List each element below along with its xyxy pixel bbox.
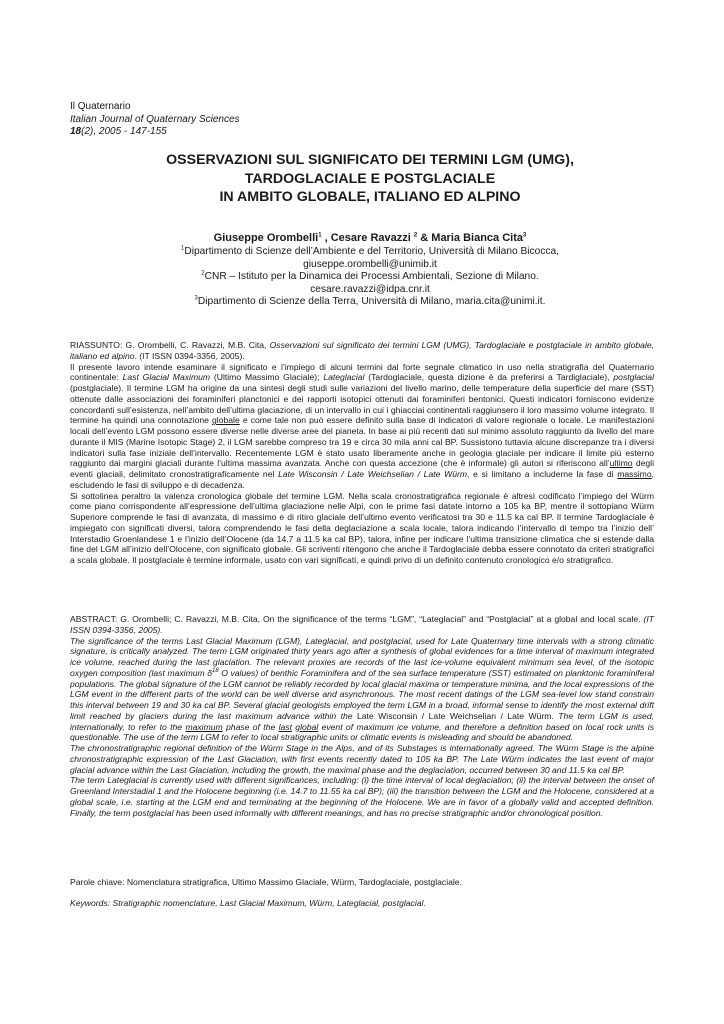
abstract-citation: ABSTRACT: G. Orombelli; C. Ravazzi, M.B. Cita,	[70, 614, 263, 624]
riassunto-paragraph-1	[70, 362, 654, 491]
affiliation-marker: 3	[194, 295, 198, 302]
text-run: phase of the	[222, 721, 279, 732]
journal-subtitle: Italian Journal of Quaternary Sciences	[70, 113, 240, 125]
text-run: (Ultimo Massimo Glaciale);	[210, 372, 324, 383]
author-3-affil: 3	[522, 232, 527, 239]
affiliation-2	[90, 271, 650, 284]
text-run: Late Wisconsin / Late Weichselian / Late Würm	[278, 469, 468, 479]
text-run: O values) of benthic Foraminifera and of the sea surface temperature (SST) estimated on planktonic foraminiferal populations. The global signature of the LGM cannot be reliably recorded by local glacial maxima or temperature minima, and the local expressions of the LGM event in the different parts of the world can be well diverse and asynchronous. The most recent datings of the LGM sea-level low stand constrain this interval between 19 and 30 ka cal BP. Several glacial geologists employed the term LGM in a broad, informal sense to identify the most external drift limit reached by glaciers during the last maximum advance within the	[70, 667, 654, 721]
abstract-paragraph-1	[70, 636, 654, 744]
affiliation-text: Dipartimento di Scienze dell’Ambiente e del Territorio, Università di Milano Bicocca,	[184, 246, 559, 257]
text-run: , e si limitano a includerne la fase di	[467, 469, 618, 479]
riassunto-citation: RIASSUNTO: G. Orombelli, C. Ravazzi, M.B. Cita,	[70, 340, 270, 350]
issue-pages: (2), 2005 - 147-155	[81, 126, 167, 137]
affiliation-marker: 1	[181, 245, 185, 252]
journal-name: Il Quaternario	[70, 101, 131, 112]
text-run: The significance of the terms Last Glacial Maximum (LGM), Lateglacial, and postglacial, used for Late Quaternary time intervals with a strong climatic signature, is critically analyzed. The term LGM originated thirty years ago after a synthesis of global evidences for a time interval of maximum integrated ice volume, reached during the last glaciation. The relevant proxies are records of the last ice-volume equivalent minimum sea level, of the isotopic oxygen composition (last maximum δ	[70, 635, 654, 678]
text-run: Last Glacial Maximum	[122, 372, 211, 383]
author-1: Giuseppe Orombelli	[213, 232, 319, 244]
affiliations	[90, 246, 650, 309]
title-line-3: IN AMBITO GLOBALE, ITALIANO ED ALPINO	[219, 189, 521, 205]
riassunto-title: Osservazioni sul significato dei termini LGM (UMG), Tardoglaciale e postglaciale in ambito globale, italiano ed alpino	[70, 340, 654, 361]
title-line-2: TARDOGLACIALE E POSTGLACIALE	[244, 170, 496, 187]
paper-title	[100, 151, 640, 207]
abstract-title: On the significance of the terms “LGM”, “Lateglacial” and “Postglacial” at a global and local scale.	[262, 614, 641, 624]
author-separator: ,	[321, 232, 331, 244]
affiliation-text: Dipartimento di Scienze della Terra, Università di Milano, maria.cita@unimi.it.	[197, 296, 546, 308]
riassunto-paragraph-2: Si sottolinea peraltro la valenza cronologica globale del termine LGM. Nella scala cronostratigrafica regionale è altresì codificato l’impiego del Würm come piano corrispondente all’espressione dell’ultima glaciazione nelle Alpi, con le prime fasi datate intorno a 105 ka BP, mentre il sottopiano Würm Superiore comprende le fasi di avanzata, di massimo e di ritiro glaciale dell’ultimo evento verificatosi tra 30 e 11.5 ka cal BP. Il termine Tardoglaciale è impiegato con significati diversi, talora comprendendo le fasi della deglaciazione a scala locale, talora indicando l’intervallo di tempo tra l’inizio dell’ Interstadio Groenlandese 1 e l’inizio dell’Olocene (da 14.7 a 11.5 ka cal BP), talora, infine per indicare l’ultima transizione climatica che si estende dalla fine del LGM all’inizio dell’Olocene, con significato globale. Gli scriventi ritengono che anche il Tardoglaciale debba essere connotato da criteri stratigrafici a scala globale. Il postglaciale è termine informale, usato con vari significati, e quindi privo di un definito contenuto cronologico e/o stratigrafico.	[70, 490, 654, 565]
abstract-heading	[70, 614, 654, 636]
text-run: (Tardoglaciale, questa dizione è da preferirsi a Tardiglaciale),	[364, 372, 614, 383]
text-run: degli eventi glaciali, delimitato cronostratigraficamente nel	[70, 458, 654, 479]
volume-number: 18	[70, 126, 82, 137]
affiliation-2-email: cesare.ravazzi@idpa.cnr.it	[310, 283, 430, 295]
author-separator: &	[417, 232, 432, 244]
text-run: Il presente lavoro intende esaminare il significato e l’impiego di alcuni termini dal forte segnale climatico in uso nella stratigrafia del Quaternario continentale:	[70, 361, 654, 383]
text-run: maximum	[185, 721, 223, 732]
keywords-italian: Parole chiave: Nomenclatura stratigrafica, Ultimo Massimo Glaciale, Würm, Tardoglaciale, postglaciale.	[70, 877, 462, 887]
text-run: massimo	[617, 469, 652, 479]
abstract-issn: (IT ISSN 0394-3356, 2005).	[70, 614, 654, 635]
affiliation-1-email: giuseppe.orombelli@unimib.it	[303, 258, 437, 270]
text-run: globale	[212, 415, 240, 426]
affiliation-3	[90, 296, 650, 309]
journal-header	[70, 101, 240, 139]
abstract-paragraph-3: The term Lateglacial is currently used with different significances, including: (i) the time interval of local deglaciation; (ii) the interval between the onset of Greenland Interstadial 1 and the Holocene beginning (i.e. 14.7 to 11.55 ka cal BP); (iii) the transition between the LGM and the Holocene, considered at a global scale, i.e. starting at the LGM end and terminating at the beginning of the Holocene. We are in favor of a globally valid and accepted definition. Finally, the term postglacial has been used informally with different meanings, and has no precise stratigraphic and/or chronological position.	[70, 775, 654, 818]
text-run: last	[278, 721, 292, 732]
riassunto-issn: . (IT ISSN 0394-3356, 2005).	[134, 350, 245, 361]
author-3: Maria Bianca Cita	[431, 232, 523, 244]
affiliation-1	[90, 246, 650, 259]
text-run: postglacial	[613, 372, 654, 383]
text-run: global	[295, 721, 319, 732]
keywords-english: Keywords: Stratigraphic nomenclature, Last Glacial Maximum, Würm, Lateglacial, postglacial.	[70, 898, 426, 908]
author-list	[90, 231, 650, 245]
text-run: event of maximum ice volume, and therefore a definition based on local rock units is questionable. The use of the term LGM to refer to local stratigraphic units or climatic events is misleading and should be abandoned.	[70, 721, 654, 743]
text-run: ultimo	[609, 458, 633, 469]
text-run: Lateglacial	[323, 372, 365, 383]
author-1-affil: 1	[318, 232, 322, 239]
affiliation-text: CNR – Istituto per la Dinamica dei Processi Ambientali, Sezione di Milano.	[204, 271, 539, 283]
affiliation-marker: 2	[201, 270, 205, 277]
title-line-1: OSSERVAZIONI SUL SIGNIFICATO DEI TERMINI LGM (UMG),	[166, 152, 574, 168]
riassunto-section	[70, 340, 654, 566]
abstract-section	[70, 614, 654, 818]
riassunto-heading	[70, 340, 654, 362]
author-2: Cesare Ravazzi	[330, 232, 411, 244]
text-run: , escludendo le fasi di sviluppo e di decadenza.	[70, 469, 655, 490]
text-run: The term LGM is used, internationally, to refer to the	[70, 710, 654, 732]
text-run: (postglaciale). Il termine LGM ha origine da una sintesi degli studi sulle variazioni del livello marino, delle temperature della superficie del mare (SST) ottenute dalle associazioni dei foraminiferi planctonici e dei rapporti isotopici ottenuti dai foraminiferi bentonici. Questi indicatori forniscono evidenze concordanti sull’esistenza, nell’ambito dell’ultima glaciazione, di un intervallo in cui i ghiacciai continentali raggiunsero il loro massimo volume integrato. Il termine ha quindi una connotazione	[70, 383, 654, 426]
author-2-affil: 2	[413, 232, 418, 239]
abstract-paragraph-2: The chronostratigraphic regional definition of the Würm Stage in the Alps, and of its Substages is internationally agreed. The Würm Stage is the alpine chronostratigraphic expression of the Last Glaciation, with first events recently dated to 105 ka BP. The Late Würm indicates the last event of major glacial advance within the Last Glaciation, including the growth, the maximal phase and the deglaciation, occurred between 30 and 11.5 ka cal BP.	[70, 743, 654, 775]
journal-volume-info	[70, 126, 240, 139]
text-run: e come tale non può essere definito sulla base di indicatori di valore regionale o locale. Le manifestazioni locali dell’evento LGM possono essere diverse nelle diverse aree del pianeta. In base ai più recenti dati sul minimo assoluto raggiunto da livello del mare durante il MIS (Marine Isotopic Stage) 2, il LGM sarebbe compreso tra 19 e circa 30 mila anni cal BP. Sussistono tuttavia alcune discrepanze tra i diversi indicatori sulla fase iniziale dell’intervallo. Recentemente LGM è stato usato liberamente anche in geologia glaciale per indicare il limite più esterno raggiunto dai margini glaciali durante l’ultima massima avanzata. Anche con questa accezione (che è informale) gli autori si riferiscono all’	[70, 415, 654, 469]
isotope-superscript: 18	[212, 667, 219, 674]
text-run: Late Wisconsin / Late Weichselian / Late Würm.	[356, 710, 554, 721]
